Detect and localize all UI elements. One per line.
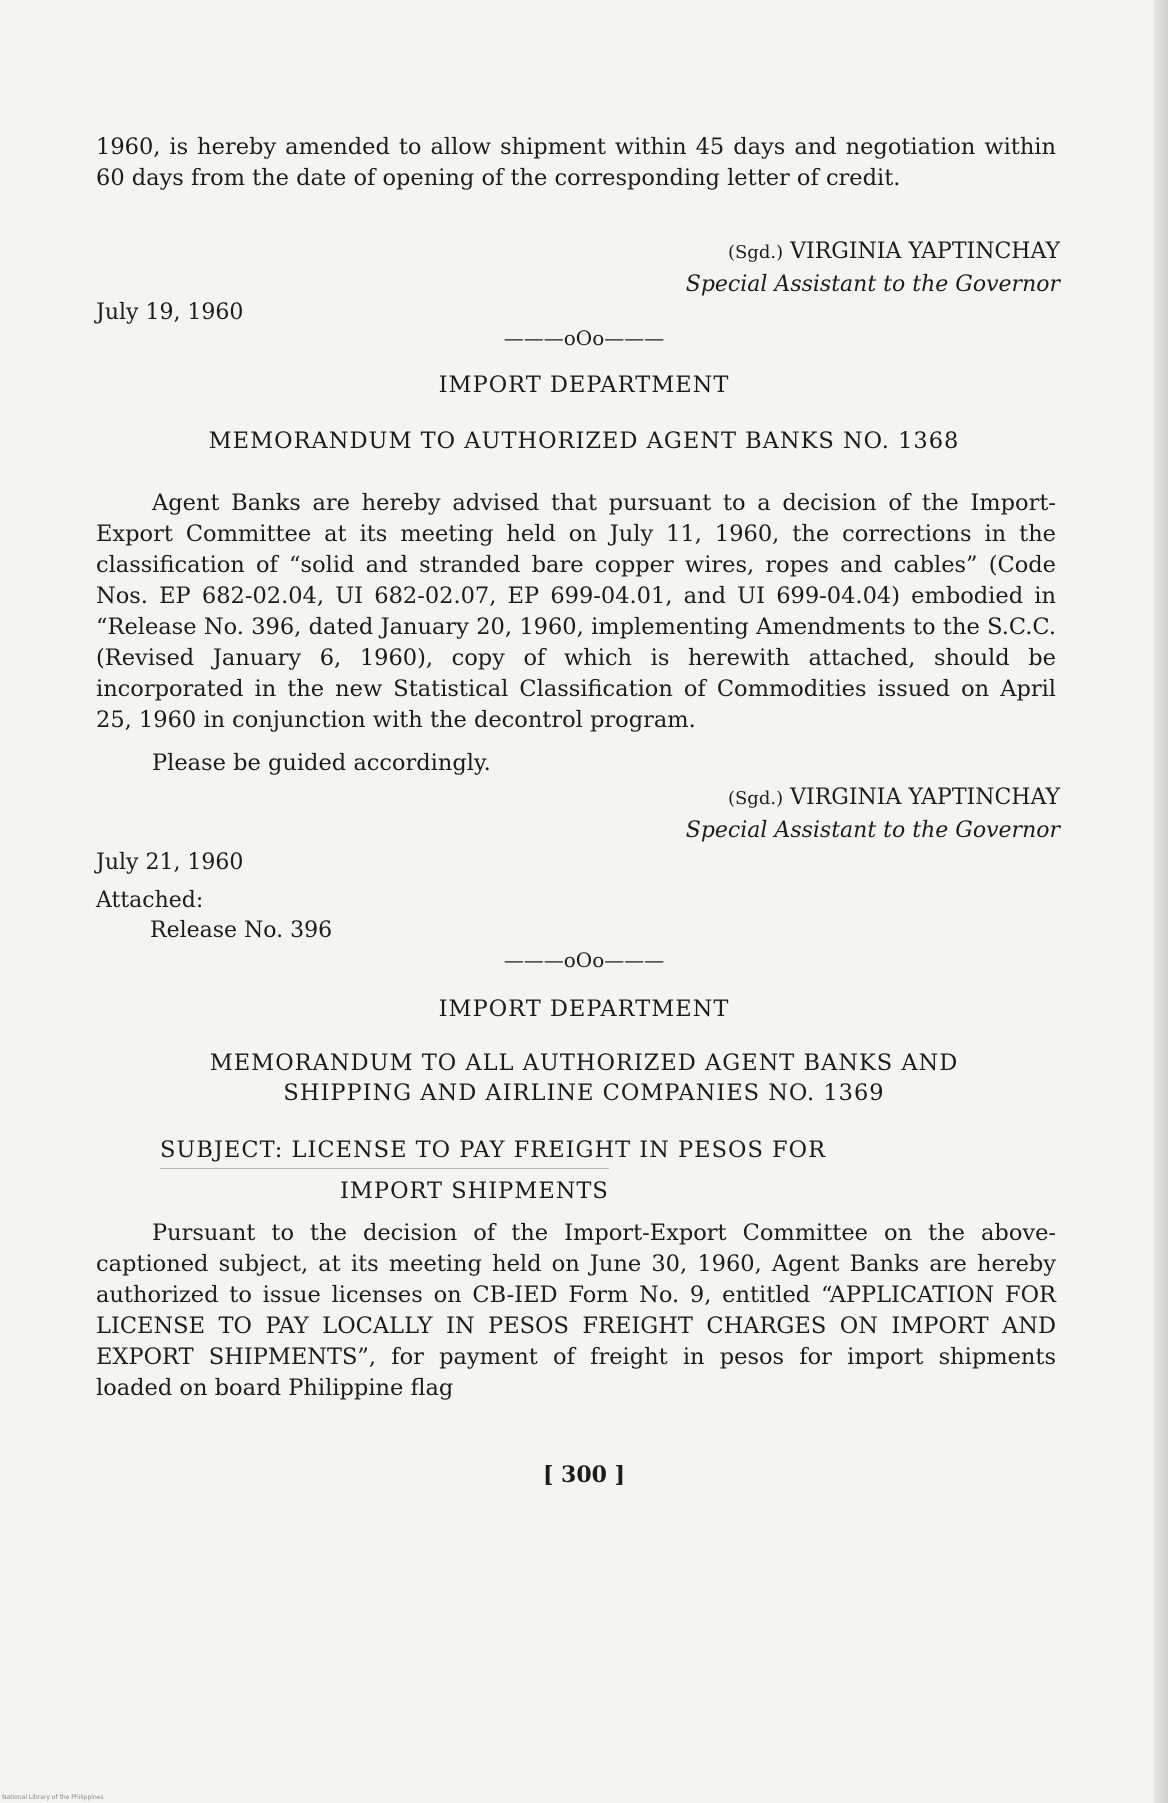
section-divider: ———oOo——— [503,948,665,972]
memo-title-line-1: MEMORANDUM TO ALL AUTHORIZED AGENT BANKS AND [209,1050,959,1076]
signature-prefix: (Sgd.) [727,788,784,809]
date-2: July 21, 1960 [96,850,244,875]
closing-line: Please be guided accordingly. [152,750,491,776]
continuation-paragraph: 1960, is hereby amended to allow shipment within 45 days and negotiation within 60 days from the date of opening of the corresponding letter of credit. [96,134,1056,191]
department-heading: IMPORT DEPARTMENT [438,996,730,1022]
memo-paragraph: Agent Banks are hereby advised that pursuant to a decision of the Import-Export Committee at its meeting held on July 11, 1960, the corrections in the classification of “solid and stranded bare copper wires, ropes and cables” (Code Nos. EP 682-02.04, UI 682-02.07, EP 699-04.01, and UI 699-04.04) embodied in “Release No. 396, dated January 20, 1960, implementing Amendments to the S.C.C. (Revised January 6, 1960), copy of which is herewith attached, should be incorporated in the new Statistical Classification of Commodities issued on April 25, 1960 in conjunction with the decontrol program. [96,490,1056,733]
section-divider: ———oOo——— [503,326,665,350]
signatory-name: VIRGINIA YAPTINCHAY [790,239,1060,264]
memo-title: MEMORANDUM TO AUTHORIZED AGENT BANKS NO. 1368 [208,428,960,454]
subject-block [160,1132,1060,1209]
attached-label: Attached: [96,888,204,913]
signatory-title: Special Assistant to the Governor [685,272,1060,297]
date-1: July 19, 1960 [96,300,244,325]
signatory-title: Special Assistant to the Governor [685,818,1060,843]
page-edge-shadow [1154,0,1168,1803]
page-number: [ 300 ] [542,1462,626,1488]
attached-item: Release No. 396 [150,918,333,943]
signature-block-1 [560,236,1060,301]
subject-line-2: IMPORT SHIPMENTS [160,1168,609,1209]
signature-prefix: (Sgd.) [727,242,784,263]
subject-line-1: SUBJECT: LICENSE TO PAY FREIGHT IN PESOS FOR [160,1137,827,1163]
memo-paragraph: Pursuant to the decision of the Import-Export Committee on the above-captioned subject, at its meeting held on June 30, 1960, Agent Banks are hereby authorized to issue licenses on CB-IED Form No. 9, entitled “APPLICATION FOR LICENSE TO PAY LOCALLY IN PESOS FREIGHT CHARGES ON IMPORT AND EXPORT SHIPMENTS”, for payment of freight in pesos for import shipments loaded on board Philippine flag [96,1220,1056,1401]
department-heading: IMPORT DEPARTMENT [438,372,730,398]
memo-title-line-2: SHIPPING AND AIRLINE COMPANIES NO. 1369 [283,1080,885,1106]
signatory-name: VIRGINIA YAPTINCHAY [790,785,1060,810]
footer-credit: National Library of the Philippines [2,1794,104,1801]
signature-block-2 [560,782,1060,847]
